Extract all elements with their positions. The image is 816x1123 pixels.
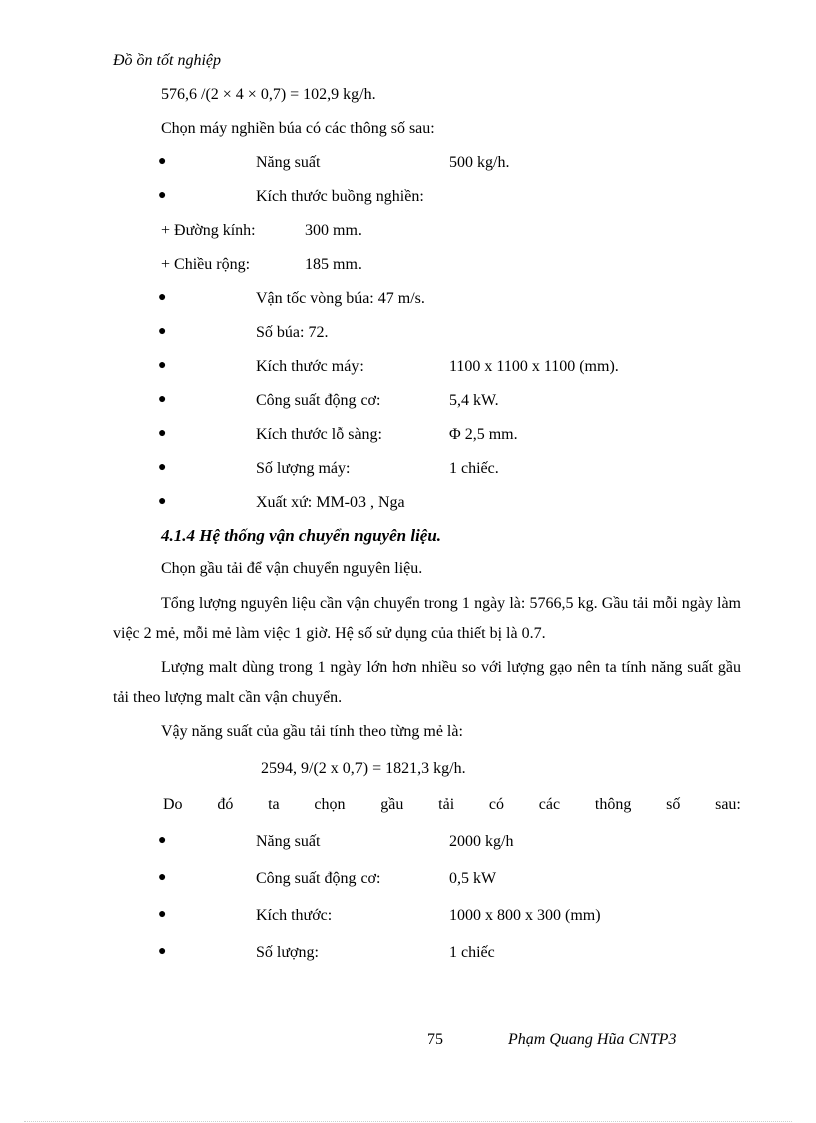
bullet-icon: ●	[158, 188, 167, 203]
bullet-icon: ●	[158, 494, 167, 509]
sub-label: + Chiều rộng:	[161, 256, 251, 273]
spec-label: Kích thước:	[256, 907, 333, 924]
page-number: 75	[427, 1031, 443, 1048]
page-bottom-divider	[24, 1121, 792, 1122]
word: các	[538, 796, 561, 813]
word: đó	[217, 796, 234, 813]
justified-line	[163, 796, 741, 814]
formula-line: 2594, 9/(2 x 0,7) = 1821,3 kg/h.	[261, 760, 466, 777]
spec-value: Φ 2,5 mm.	[449, 426, 518, 443]
bullet-icon: ●	[158, 833, 167, 848]
bullet-icon: ●	[158, 907, 167, 922]
bullet-icon: ●	[158, 290, 167, 305]
spec-value: 1 chiếc.	[449, 460, 499, 477]
spec-label: Số búa: 72.	[256, 324, 329, 341]
paragraph: Tổng lượng nguyên liệu cần vận chuyển trong 1 ngày là: 5766,5 kg. Gầu tải mỗi ngày làm việc 2 mẻ, mỗi mẻ làm việc 1 giờ. Hệ số sử dụng của thiết bị là 0.7.	[113, 595, 741, 642]
word: chọn	[314, 796, 346, 813]
bullet-icon: ●	[158, 358, 167, 373]
bullet-icon: ●	[158, 324, 167, 339]
spec-label: Kích thước máy:	[256, 358, 364, 375]
spec-label: Công suất động cơ:	[256, 392, 381, 409]
word: số	[666, 796, 681, 813]
word: thông	[594, 796, 632, 813]
spec-value: 500 kg/h.	[449, 154, 510, 171]
spec-value: 2000 kg/h	[449, 833, 514, 850]
sub-value: 300 mm.	[305, 222, 362, 239]
intro-text: Chọn gầu tải để vận chuyển nguyên liệu.	[161, 560, 423, 577]
section-heading: 4.1.4 Hệ thống vận chuyển nguyên liệu.	[161, 526, 442, 545]
word: Do	[163, 796, 183, 813]
bullet-icon: ●	[158, 426, 167, 441]
paragraph: Lượng malt dùng trong 1 ngày lớn hơn nhiều so với lượng gạo nên ta tính năng suất gầu tải theo lượng malt cần vận chuyển.	[113, 659, 741, 706]
word: ta	[268, 796, 280, 813]
footer-author: Phạm Quang Hũa CNTP3	[508, 1031, 677, 1048]
spec-value: 1100 x 1100 x 1100 (mm).	[449, 358, 619, 375]
word: sau:	[715, 796, 741, 813]
bullet-icon: ●	[158, 154, 167, 169]
formula-line: 576,6 /(2 × 4 × 0,7) = 102,9 kg/h.	[161, 86, 376, 103]
bullet-icon: ●	[158, 460, 167, 475]
spec-value: 1 chiếc	[449, 944, 495, 961]
spec-label: Số lượng máy:	[256, 460, 351, 477]
spec-label: Năng suất	[256, 154, 321, 171]
spec-label: Công suất động cơ:	[256, 870, 381, 887]
bullet-icon: ●	[158, 392, 167, 407]
word: tải	[438, 796, 455, 813]
sub-label: + Đường kính:	[161, 222, 256, 239]
spec-label: Năng suất	[256, 833, 321, 850]
spec-label: Số lượng:	[256, 944, 319, 961]
spec-value: 0,5 kW	[449, 870, 497, 887]
word: có	[488, 796, 505, 813]
spec-label: Vận tốc vòng búa: 47 m/s.	[256, 290, 425, 307]
intro-text: Chọn máy nghiền búa có các thông số sau:	[161, 120, 435, 137]
spec-value: 1000 x 800 x 300 (mm)	[449, 907, 601, 924]
spec-label: Kích thước lỗ sàng:	[256, 426, 382, 443]
spec-label: Kích thước buồng nghiền:	[256, 188, 424, 205]
spec-value: 5,4 kW.	[449, 392, 499, 409]
intro-text: Vậy năng suất của gầu tải tính theo từng mẻ là:	[161, 723, 463, 740]
document-header: Đồ ồn tốt nghiệp	[113, 52, 221, 69]
bullet-icon: ●	[158, 870, 167, 885]
bullet-icon: ●	[158, 944, 167, 959]
spec-label: Xuất xứ: MM-03 , Nga	[256, 494, 405, 511]
word: gầu	[380, 796, 404, 813]
sub-value: 185 mm.	[305, 256, 362, 273]
